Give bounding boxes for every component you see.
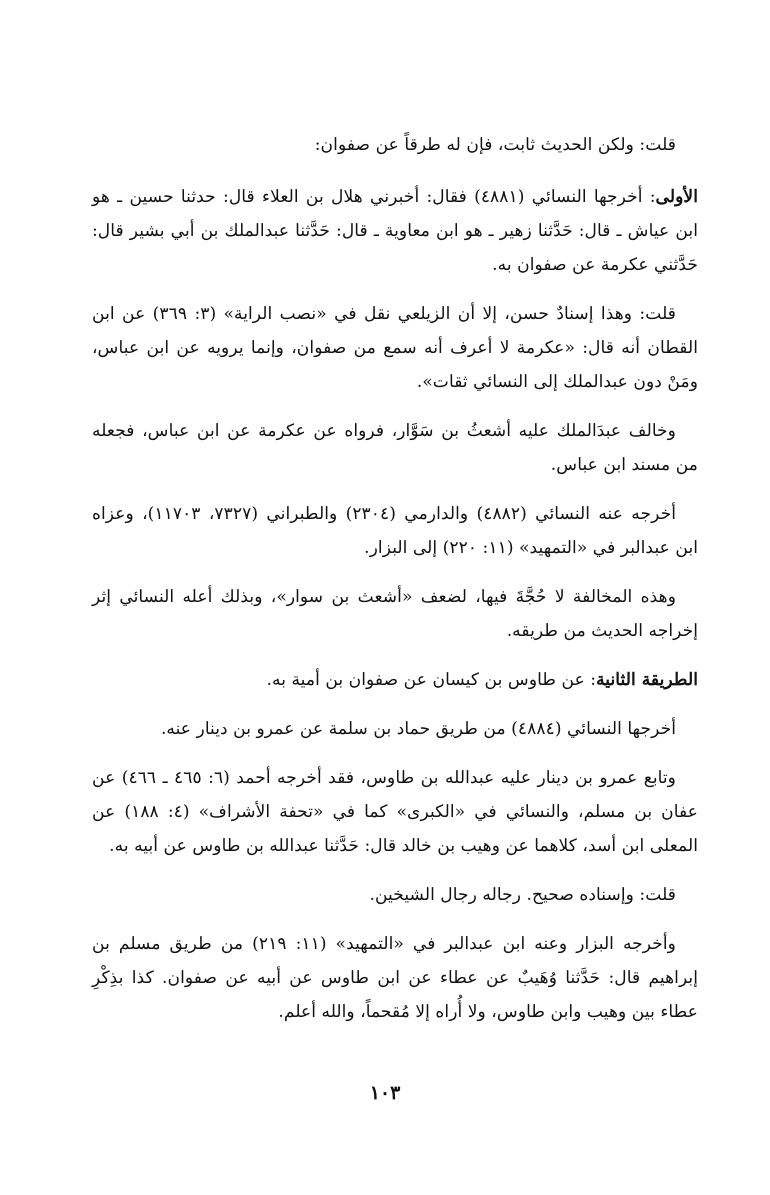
paragraph-9-text: وتابع عمرو بن دينار عليه عبدالله بن طاوس، فقد أخرجه أحمد (٦: ٤٦٥ ـ ٤٦٦) عن عفان بن مسلم، والنسائي في «الكبرى» كما في «تحفة الأشراف» (٤: ١٨٨) عن المعلى ابن أسد، كلاهما عن وهيب بن خالد قال: حَدَّثنا عبدالله بن طاوس عن أبيه به. (92, 768, 698, 856)
page-body (92, 128, 698, 1044)
paragraph-4-text: وخالف عبدَالملك عليه أشعثُ بن سَوَّار، فرواه عن عكرمة عن ابن عباس، فجعله من مسند ابن عباس. (92, 421, 698, 475)
paragraph-8-text: أخرجها النسائي (٤٨٨٤) من طريق حماد بن سلمة عن عمرو بن دينار عنه. (160, 719, 676, 739)
paragraph-7-text: : عن طاوس بن كيسان عن صفوان بن أمية به. (266, 670, 597, 690)
paragraph-10-text: قلت: وإسناده صحيح. رجاله رجال الشيخين. (369, 885, 676, 905)
paragraph-5-text: أخرجه عنه النسائي (٤٨٨٢) والدارمي (٢٣٠٤) والطبراني (٧٣٢٧، ١١٧٠٣)، وعزاه ابن عبدالبر في «التمهيد» (١١: ٢٢٠) إلى البزار. (92, 504, 698, 558)
paragraph-11 (92, 927, 698, 1029)
paragraph-6 (92, 580, 698, 648)
paragraph-2 (92, 180, 698, 282)
page-number: ١٠٣ (369, 1082, 401, 1104)
paragraph-7 (92, 663, 698, 697)
paragraph-9 (92, 761, 698, 863)
paragraph-8 (92, 712, 698, 746)
paragraph-10 (92, 878, 698, 912)
paragraph-2-text: : أخرجها النسائي (٤٨٨١) فقال: أخبرني هلال بن العلاء قال: حدثنا حسين ـ هو ابن عياش ـ قال: حَدَّثنا زهير ـ هو ابن معاوية ـ قال: حَدَّثنا عبدالملك بن أبي بشير قال: حَدَّثني عكرمة عن صفوان به. (92, 187, 698, 275)
paragraph-5 (92, 497, 698, 565)
paragraph-3-text: قلت: وهذا إسنادٌ حسن، إلا أن الزيلعي نقل في «نصب الراية» (٣: ٣٦٩) عن ابن القطان أنه قال: «عكرمة لا أعرف أنه سمع من صفوان، وإنما يرويه عن ابن عباس، ومَنْ دون عبدالملك إلى النسائي ثقات». (92, 304, 698, 392)
paragraph-2-heading: الأولى (655, 187, 698, 207)
paragraph-6-text: وهذه المخالفة لا حُجَّةَ فيها، لضعف «أشعث بن سوار»، وبذلك أعله النسائي إثر إخراجه الحديث من طريقه. (92, 587, 698, 641)
paragraph-7-heading: الطريقة الثانية (596, 670, 698, 690)
paragraph-1 (92, 128, 698, 162)
paragraph-3 (92, 297, 698, 399)
paragraph-11-text: وأخرجه البزار وعنه ابن عبدالبر في «التمهيد» (١١: ٢١٩) من طريق مسلم بن إبراهيم قال: حَدَّثنا وُهَيبٌ عن عطاء عن ابن طاوس عن أبيه عن صفوان. كذا بذِكْرِ عطاء بين وهيب وابن طاوس، ولا أُراه إلا مُقحماً، والله أعلم. (92, 934, 698, 1022)
paragraph-1-text: قلت: ولكن الحديث ثابت، فإن له طرقاً عن صفوان: (314, 135, 676, 155)
paragraph-4 (92, 414, 698, 482)
